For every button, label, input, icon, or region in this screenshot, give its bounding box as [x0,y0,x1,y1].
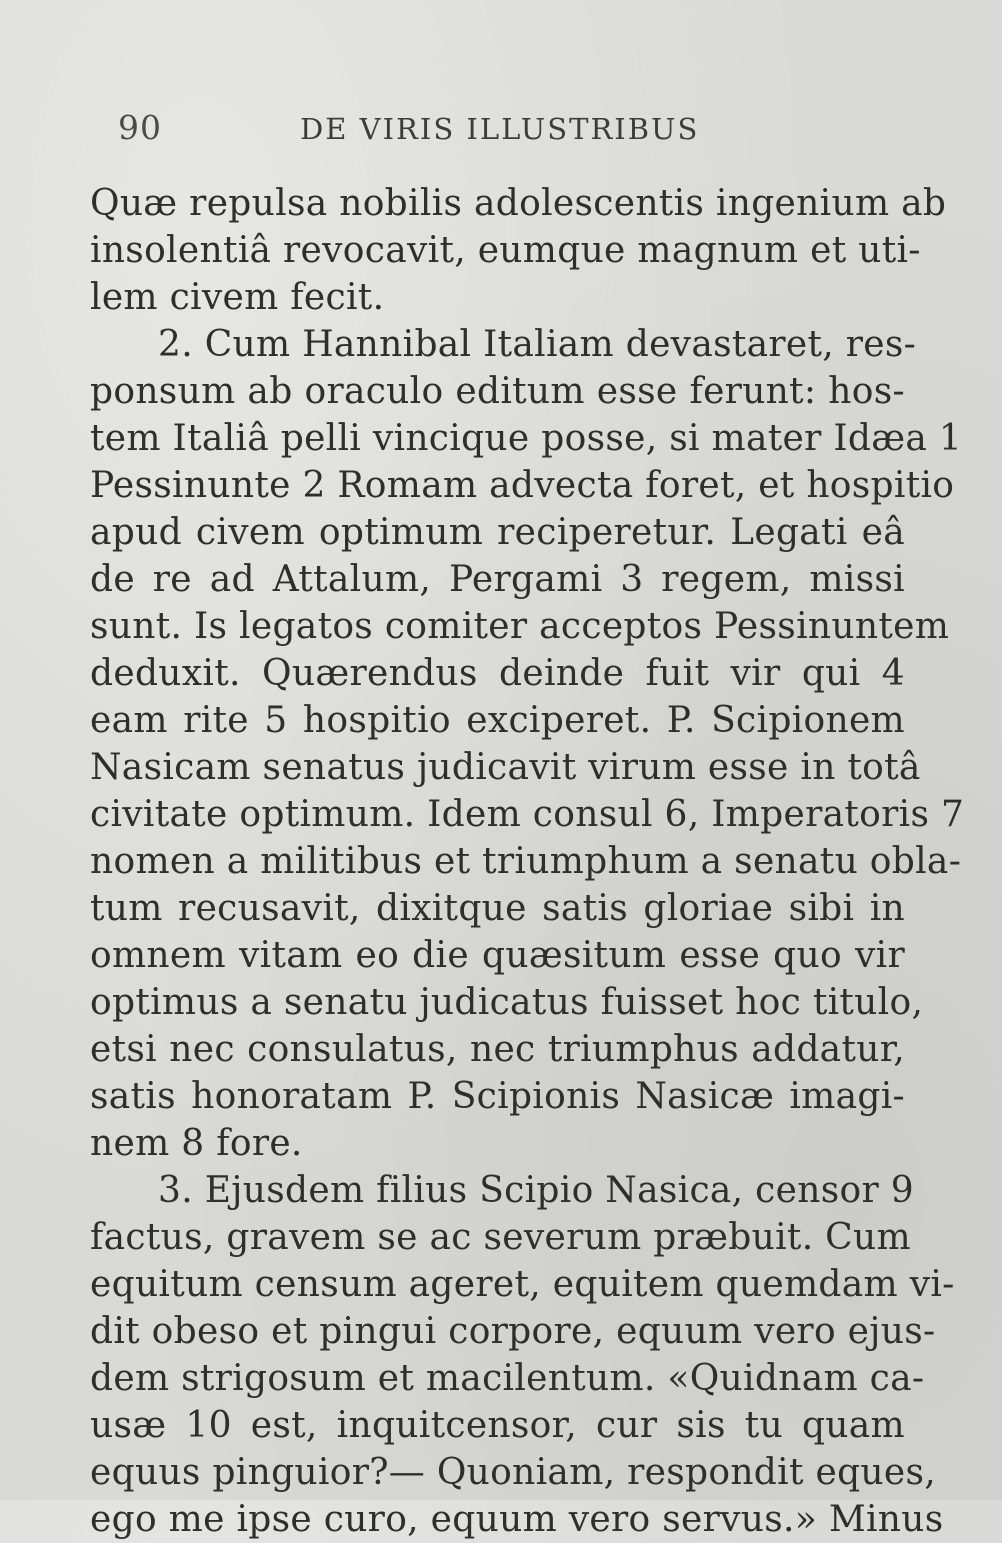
text-line: civitate optimum. Idem consul 6, Imperatoris 7 [90,794,965,835]
text-line: satis honoratam P. Scipionis Nasicæ imagi- [90,1076,905,1117]
text-line: Nasicam senatus judicavit virum esse in totâ [90,747,921,788]
page-number: 90 [118,108,162,147]
text-line: Quæ repulsa nobilis adolescentis ingenium ab [90,183,947,224]
text-line: eam rite 5 hospitio exciperet. P. Scipionem [90,700,905,741]
text-line: dem strigosum et macilentum. «Quidnam ca- [90,1358,925,1399]
text-line: usæ 10 est, inquitcensor, cur sis tu quam [90,1405,905,1446]
text-line: Pessinunte 2 Romam advecta foret, et hospitio [90,465,955,506]
text-line: sunt. Is legatos comiter acceptos Pessinuntem [90,606,950,647]
text-line: optimus a senatu judicatus fuisset hoc titulo, [90,982,924,1023]
text-line: equus pinguior?— Quoniam, respondit eques, [90,1452,937,1493]
text-line: ponsum ab oraculo editum esse ferunt: hos- [90,371,905,412]
text-line: insolentiâ revocavit, eumque magnum et uti- [90,230,921,271]
running-head [90,108,905,158]
text-line: ego me ipse curo, equum vero servus.» Minus [90,1499,944,1540]
text-line: de re ad Attalum, Pergami 3 regem, missi [90,559,905,600]
text-line: factus, gravem se ac severum præbuit. Cum [90,1217,911,1258]
text-line: lem civem fecit. [90,277,385,318]
text-line: nomen a militibus et triumphum a senatu obla- [90,841,962,882]
text-line: 3. Ejusdem filius Scipio Nasica, censor 9 [158,1170,914,1211]
text-line: 2. Cum Hannibal Italiam devastaret, res- [158,324,917,365]
text-line: omnem vitam eo die quæsitum esse quo vir [90,935,905,976]
text-line: dit obeso et pingui corpore, equum vero ejus- [90,1311,936,1352]
running-title: DE VIRIS ILLUSTRIBUS [300,112,700,146]
text-line: tum recusavit, dixitque satis gloriae sibi in [90,888,905,929]
text-line: equitum censum ageret, equitem quemdam vi- [90,1264,955,1305]
body-text [90,180,965,1543]
text-line: deduxit. Quærendus deinde fuit vir qui 4 [90,653,905,694]
text-line: nem 8 fore. [90,1123,303,1164]
text-line: etsi nec consulatus, nec triumphus addatur, [90,1029,905,1070]
text-line: tem Italiâ pelli vincique posse, si mater Idæa 1 [90,418,963,459]
text-line: apud civem optimum reciperetur. Legati eâ [90,512,905,553]
